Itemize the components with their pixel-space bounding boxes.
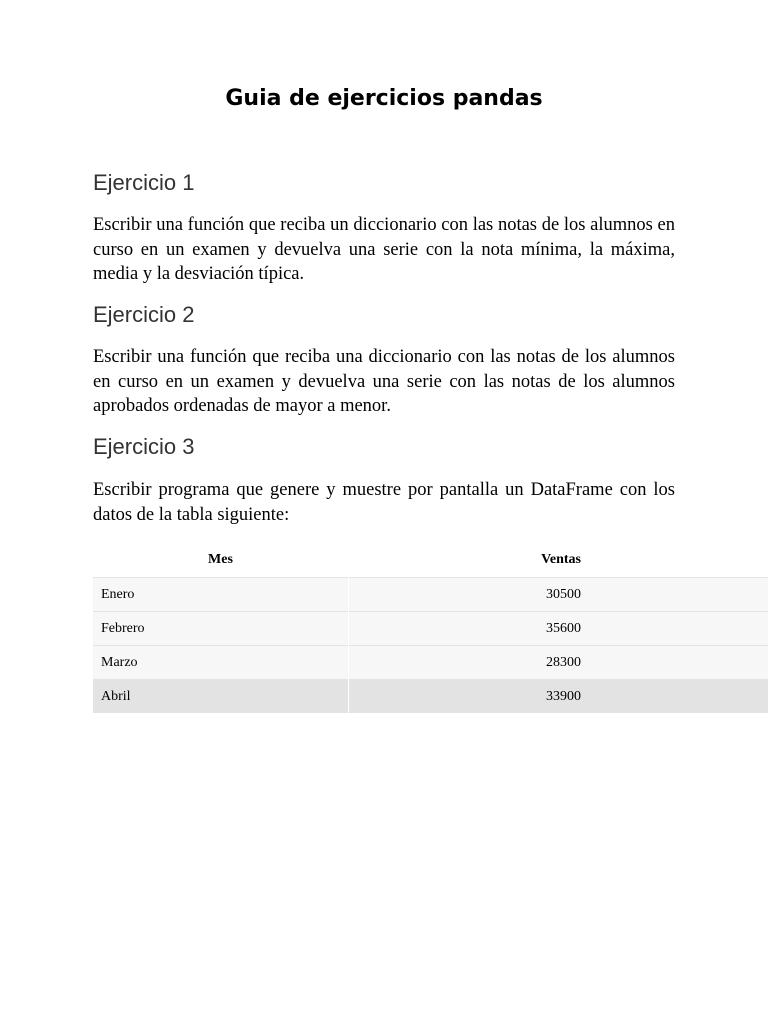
table-row <box>93 680 768 714</box>
table-row <box>93 578 768 612</box>
cell-spacer <box>581 680 768 714</box>
cell-ventas: 30500 <box>348 578 581 612</box>
table-row <box>93 612 768 646</box>
exercise-2-heading: Ejercicio 2 <box>93 302 195 327</box>
exercise-2-text: Escribir una función que reciba una diccionario con las notas de los alumnos en curso en un examen y devuelva una serie con las notas de los alumnos aprobados ordenadas de mayor a menor. <box>93 347 675 416</box>
cell-mes: Abril <box>93 680 348 714</box>
cell-mes: Enero <box>93 578 348 612</box>
cell-ventas: 33900 <box>348 680 581 714</box>
cell-spacer <box>581 612 768 646</box>
cell-ventas: 35600 <box>348 612 581 646</box>
cell-mes: Marzo <box>93 646 348 680</box>
header-spacer <box>581 543 768 578</box>
document-title: Guia de ejercicios pandas <box>225 86 543 111</box>
table-header-row <box>93 543 768 578</box>
cell-spacer <box>581 578 768 612</box>
header-mes: Mes <box>93 543 348 578</box>
exercise-1-text: Escribir una función que reciba un diccionario con las notas de los alumnos en curso en un examen y devuelva una serie con la nota mínima, la máxima, media y la desviación típica. <box>93 215 675 284</box>
cell-mes: Febrero <box>93 612 348 646</box>
table-row <box>93 646 768 680</box>
exercise-3-text: Escribir programa que genere y muestre por pantalla un DataFrame con los datos de la tabla siguiente: <box>93 480 675 525</box>
exercise-1-heading: Ejercicio 1 <box>93 170 195 195</box>
cell-ventas: 28300 <box>348 646 581 680</box>
exercise-3-heading: Ejercicio 3 <box>93 434 195 459</box>
cell-spacer <box>581 646 768 680</box>
header-ventas: Ventas <box>348 543 581 578</box>
sales-table <box>93 543 768 713</box>
